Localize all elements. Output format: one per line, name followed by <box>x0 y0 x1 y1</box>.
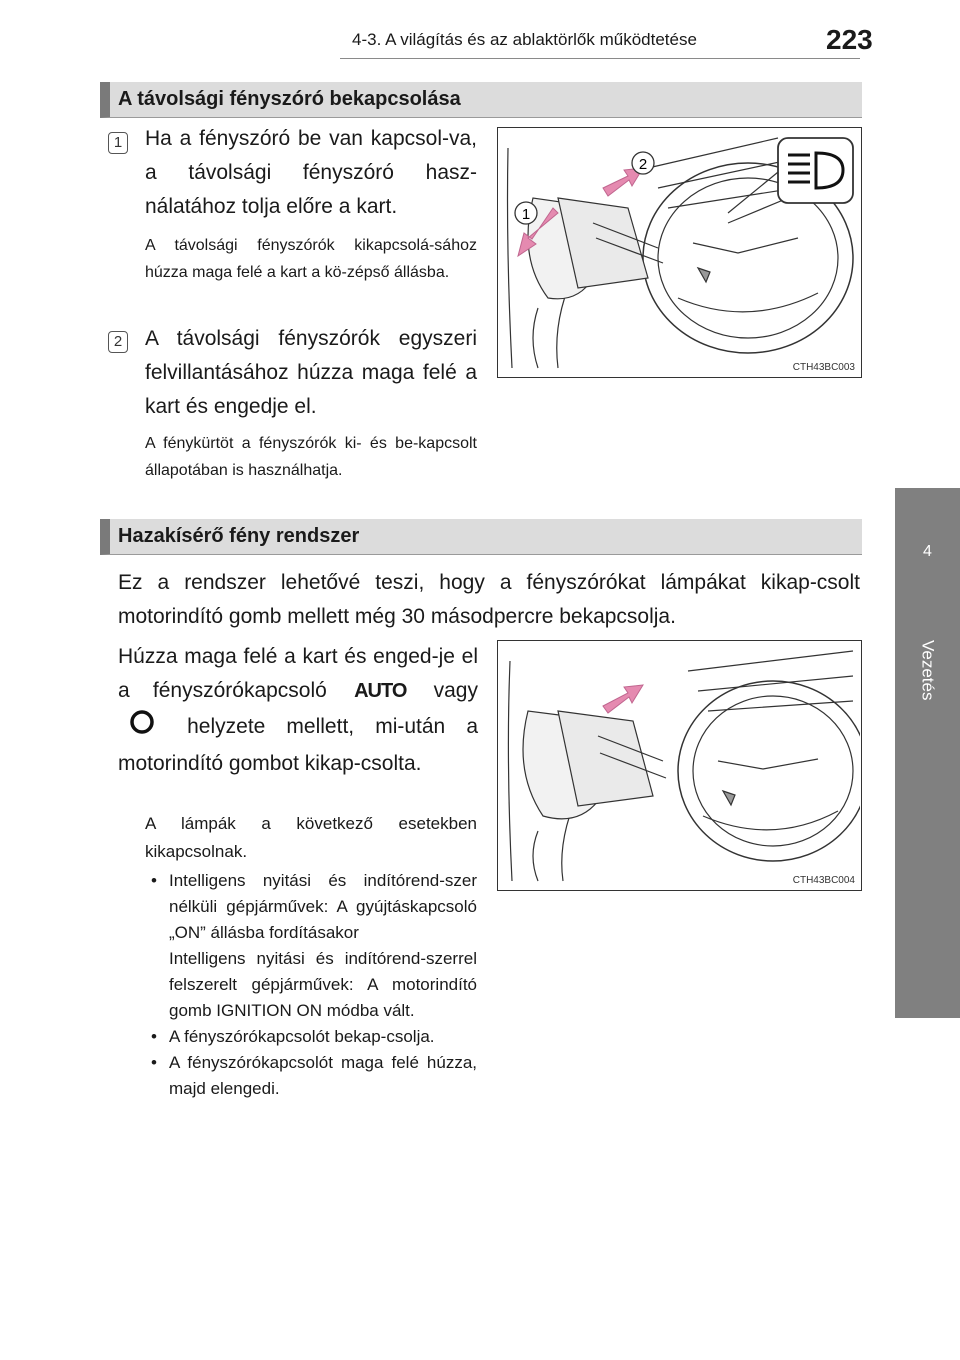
figure-follow-me-home-lever <box>497 640 862 891</box>
figure-caption: CTH43BC003 <box>792 362 855 373</box>
headlight-on-icon <box>128 708 156 747</box>
running-header: 4-3. A világítás és az ablaktörlők működtetése <box>352 30 697 49</box>
arrow-pull-icon <box>603 685 643 713</box>
list-item: • A fényszórókapcsolót bekap-csolja. <box>145 1024 477 1050</box>
section-heading-follow-me-home <box>100 519 862 555</box>
list-item: • Intelligens nyitási és indítórend-szer nélküli gépjárművek: A gyújtáskapcsoló „ON” állásba fordításakor Intelligens nyitási és indítórend-szerrel felszerelt gépjárművek: A motorindító gomb IGNITION ON módba vált. <box>145 868 477 1024</box>
step-badge-1: 1 <box>108 132 128 154</box>
chapter-label: Vezetés <box>918 640 938 701</box>
figure-caption: CTH43BC004 <box>792 875 855 886</box>
page-number: 223 <box>826 24 873 55</box>
high-beam-icon <box>778 138 853 203</box>
section2-intro: Ez a rendszer lehetővé teszi, hogy a fényszórókat lámpákat kikap-csolt motorindító gomb mellett még 30 másodpercre bekapcsolja. <box>118 571 860 628</box>
figure-high-beam-lever <box>497 127 862 378</box>
section2-paragraph <box>118 640 478 781</box>
chapter-number: 4 <box>923 543 932 560</box>
step2-note: A fénykürtöt a fényszórók ki- és be-kapcsolt állapotában is használhatja. <box>145 435 477 479</box>
paragraph-part2: vagy <box>433 679 478 702</box>
paragraph-part1: Húzza maga felé a kart és enged-je el a fényszórókapcsoló <box>118 645 478 702</box>
lever-illustration <box>498 128 860 376</box>
section-title: A távolsági fényszóró bekapcsolása <box>118 88 461 110</box>
list-item: • A fényszórókapcsolót maga felé húzza, majd elengedi. <box>145 1050 477 1102</box>
step1-text: Ha a fényszóró be van kapcsol-va, a távolsági fényszóró hasz-nálatához tolja előre a kart. <box>145 127 477 218</box>
callout-1: 1 <box>521 206 531 223</box>
paragraph-part3: helyzete mellett, mi-után a motorindító gombot kikap-csolta. <box>118 715 479 776</box>
section-title: Hazakísérő fény rendszer <box>118 525 360 547</box>
section-heading-high-beam <box>100 82 862 118</box>
header-rule <box>340 58 860 59</box>
step-badge-2: 2 <box>108 331 128 353</box>
callout-2: 2 <box>638 156 648 173</box>
step1-note: A távolsági fényszórók kikapcsolá-sához húzza maga felé a kart a kö-zépső állásba. <box>145 237 477 281</box>
lever-illustration-2 <box>498 641 860 889</box>
section2-note: A lámpák a következő esetekben kikapcsolnak. <box>145 814 477 861</box>
step2-text: A távolsági fényszórók egyszeri felvillantásához húzza maga felé a kart és engedje el. <box>145 327 477 418</box>
conditions-list <box>145 868 477 1102</box>
auto-switch-icon: AUTO <box>354 680 407 703</box>
